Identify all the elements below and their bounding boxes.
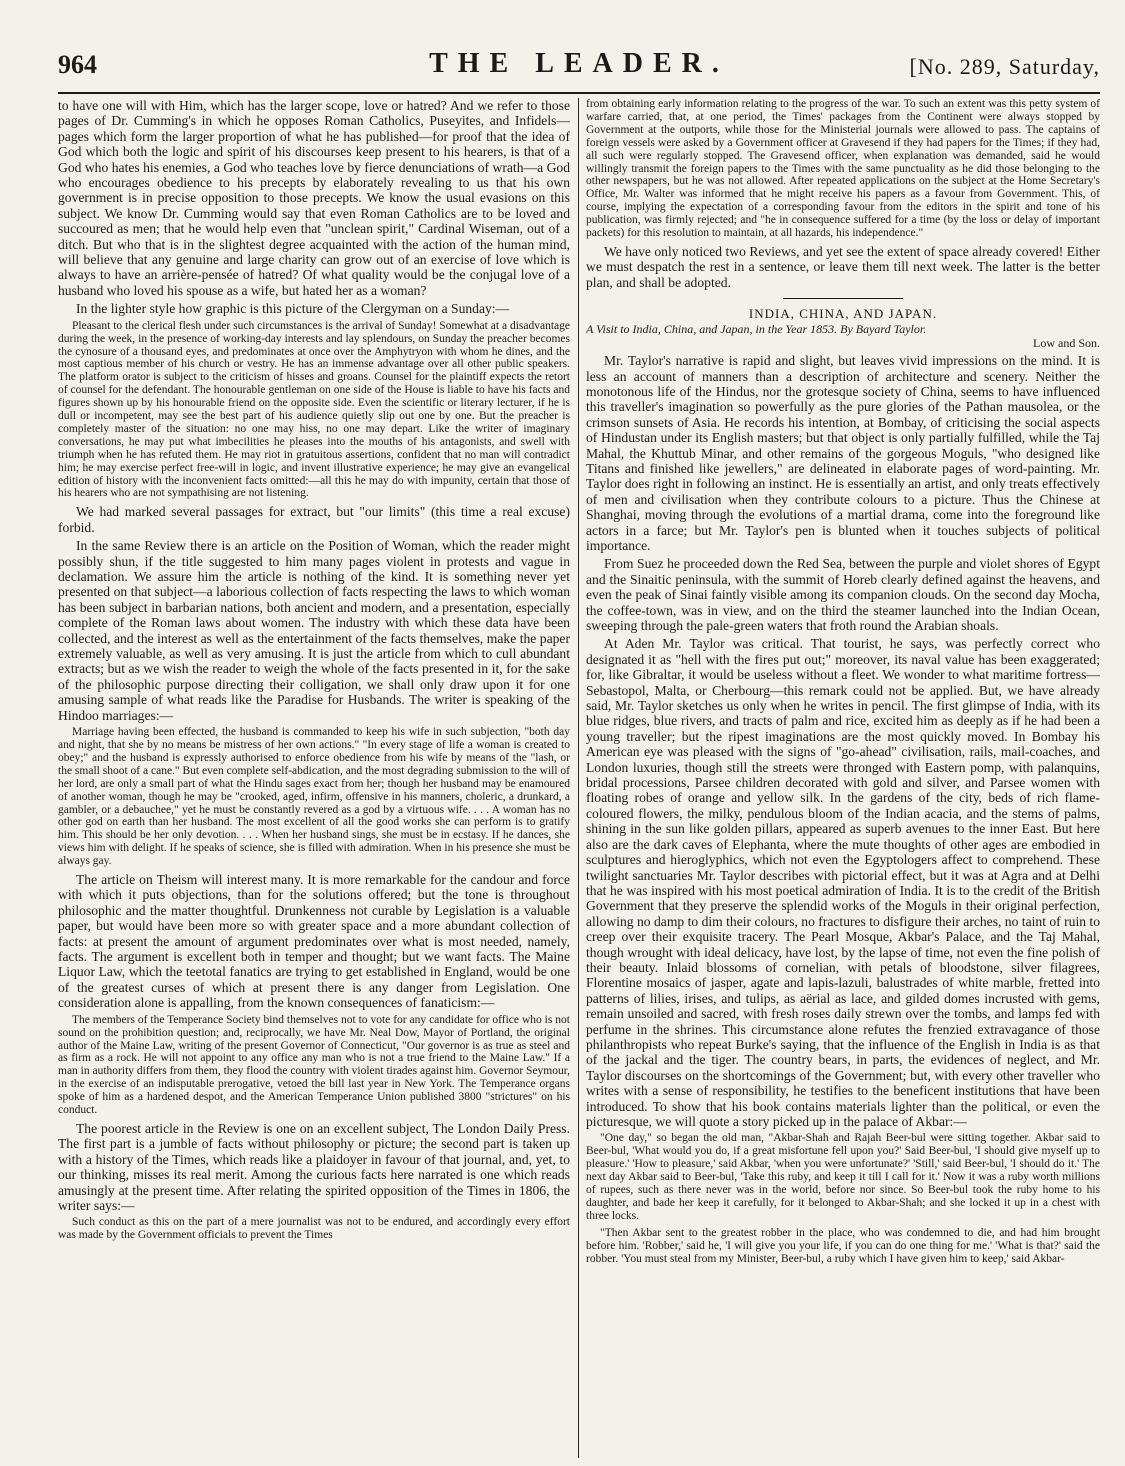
publication-title: THE LEADER.: [429, 48, 729, 79]
quoted-extract: The members of the Temperance Society bind themselves not to vote for any candidate for office who is not sound on the prohibition question; and, reciprocally, we have Mr. Neal Dow, Mayor of Portland, the original author of the Maine Law, writing of the present Governor of Connecticut, "Our governor is as true as steel and as firm as a rock. He will not appoint to any office any man who is not a true friend to the Maine Law." If a man in authority differs from them, they flood the country with violent tirades against him. Governor Seymour, in the exercise of an indisputable prerogative, vetoed the bill last year in New York. The Temperance organs spoke of him as a hardened despot, and the American Temperance Union published 3800 "strictures" on his conduct.: [58, 1013, 570, 1117]
section-divider: [783, 298, 903, 299]
paragraph: At Aden Mr. Taylor was critical. That tourist, he says, was perfectly correct who designated it as "hell with the fires put out;" moreover, its naval value has been exaggerated; for, like Gibraltar, it would be useless without a fleet. We wonder to what maritime fortress—Sebastopol, Malta, or Cherbourg—this remark could not be applied. But, we have already said, Mr. Taylor sketches us only when he writes in pencil. The first glimpse of India, with its blue ridges, blue rivers, and tracts of palm and rice, excited him as deeply as if he had been a young traveller; but the ripest imaginations are the most quickly moved. In Bombay his American eye was pleased with the signs of "go-ahead" civilisation, rails, mail-coaches, and London luxuries, though still the streets were thronged with Eastern pomp, with palanquins, bridal processions, Parsee children decorated with gold and silver, and Parsee women with floating robes of orange and yellow silk. In the gardens of the city, beds of rich flame-coloured flowers, the milky, pendulous bloom of the Indian acacia, and the stems of palms, shining in the sun like golden pillars, appeared as superb avenues to the inner East. But here also are the dark caves of Elephanta, where the mute thoughts of other ages are embodied in sculptures and hieroglyphics, which not even the Egyptologers affect to comprehend. These twilight sanctuaries Mr. Taylor describes with pictorial effect, but it was at Agra and at Delhi that he was inspired with his most poetical admiration of India. It is to the credit of the British Government that they preserve the splendid works of the Moguls in their original perfection, allowing no damp to dim their colours, no fractures to disfigure their arches, no taint of ruin to creep over their exquisite tracery. The Pearl Mosque, Akbar's Palace, and the Taj Mahal, though wrought with ideal delicacy, have lost, by the lapse of time, not even the fine polish of their beauty. Inlaid blossoms of cornelian, with petals of bloodstone, silver filagrees, Florentine mosaics of jasper, agate and lapis-lazuli, balustrades of white marble, fretted into patterns of lilies, irises, and tulips, as aërial as lace, and gilded domes incrusted with gems, remain unsoiled and sacred, with fresh roses daily strewn over the tombs, and lamps fed with perfume in the shrines. This circumstance alone refutes the frenzied extravagance of those philanthropists who repeat Burke's saying, that the influence of the English in India is as that of the jackal and the tiger. The country bears, in parts, the evidences of neglect, and Mr. Taylor discourses on the shortcomings of the Government; but, with every other traveller who writes with a sense of responsibility, he testifies to the beneficent institutions that have been introduced. To show that his book contains materials lighter than the political, or even the picturesque, we will quote a story picked up in the palace of Akbar:—: [586, 636, 1100, 1129]
paragraph: Mr. Taylor's narrative is rapid and slight, but leaves vivid impressions on the mind. It is less an account of manners than a description of architecture and scenery. Neither the monotonous life of the Hindus, nor the grotesque society of China, seems to have influenced this traveller's imagination so powerfully as the pure glories of the Pathan mausolea, or the crimson sunsets of Asia. He records his intention, at Bombay, of criticising the social aspects of Hindustan under its English masters; but that object is only partially fulfilled, while the Taj Mahal, the Khuttub Minar, and other remains of the gorgeous Moguls, "who designed like Titans and finished like jewellers," are delineated in elaborate pages of word-painting. Mr. Taylor does right in following an instinct. He is essentially an artist, and only treats effectively of men and civilisation when they contribute colours to a picture. Thus the Chinese at Shanghai, moving through the evolutions of a martial drama, come into the foreground like actors in a farce; but Mr. Taylor's pen is blunted when it touches subjects of political importance.: [586, 353, 1100, 553]
quoted-extract: "Then Akbar sent to the greatest robber in the place, who was condemned to die, and had him brought before him. 'Robber,' said he, 'I will give you your life, if you can do one thing for me.' 'What is that?' said the robber. 'You must steal from my Minister, Beer-bul, a ruby which I have given him to keep,' said Akbar-: [586, 1226, 1100, 1265]
masthead: [58, 44, 1100, 94]
issue-info: [No. 289, Saturday,: [909, 54, 1100, 79]
paragraph: We had marked several passages for extract, but "our limits" (this time a real excuse) forbid.: [58, 504, 570, 535]
right-column: [586, 98, 1100, 1458]
quoted-extract: from obtaining early information relating to the progress of the war. To such an extent was this petty system of warfare carried, that, at one period, the Times' packages from the Continent were always stopped by Government at the outports, while those for the Ministerial journals were allowed to pass. The captains of foreign vessels were asked by a Government officer at Gravesend if they had papers for the Times; if they had, all such were regularly stopped. The Gravesend officer, when explanation was demanded, said he would willingly transmit the foreign papers to the Times with the same punctuality as he did those belonging to the other newspapers, but he was not allowed. After repeated applications on the subject at the Home Secretary's Office, Mr. Walter was informed that he might receive his papers as a favour from Government. This, of course, implying the expectation of a corresponding favour from the editors in the spirit and tone of his publication, was firmly rejected; and "he in consequence suffered for a time (by the loss or delay of important packets) for this resolution to maintain, at all hazards, his independence.": [586, 98, 1100, 240]
article-heading: INDIA, CHINA, AND JAPAN.: [748, 306, 938, 322]
column-divider: [578, 98, 579, 1458]
paragraph: The poorest article in the Review is one on an excellent subject, The London Daily Press. The first part is a jumble of facts without philosophy or picture; the second part is taken up with a history of the Times, which reads like a plaidoyer in favour of that journal, and, yet, to our thinking, misses its real merit. Among the curious facts here narrated is one which reads amusingly at the present time. After relating the spirited opposition of the Times in 1806, the writer says:—: [58, 1120, 570, 1213]
left-column: [58, 98, 570, 1458]
paragraph: From Suez he proceeded down the Red Sea, between the purple and violet shores of Egypt and the Sinaitic peninsula, with the summit of Horeb clearly defined against the heavens, and even the peak of Sinai faintly visible among its companion clouds. On the second day Mocha, the coffee-town, was in view, and on the third the steamer launched into the Indian Ocean, sweeping through the pale-green waters that froth round the Arabian shoals.: [586, 556, 1100, 633]
quoted-extract: Such conduct as this on the part of a mere journalist was not to be endured, and accordingly every effort was made by the Government officials to prevent the Times: [58, 1216, 570, 1242]
book-citation: A Visit to India, China, and Japan, in the Year 1853. By Bayard Taylor.: [586, 322, 927, 337]
quoted-extract: "One day," so began the old man, "Akbar-Shah and Rajah Beer-bul were sitting together. Akbar said to Beer-bul, 'What would you do, if a great misfortune fell upon you?' Said Beer-bul, 'I should give myself up to pleasure.' 'How to pleasure,' said Akbar, 'when you were unfortunate?' 'Still,' said Beer-bul, 'I should do it.' The next day Akbar said to Beer-bul, 'Take this ruby, and keep it till I call for it.' Now it was a ruby worth millions of rupees, such as there never was in the world, before nor since. So Beer-bul took the ruby home to his daughter, and bade her keep it carefully, for it belonged to Akbar-Shah; and she locked it up in a chest with three locks.: [586, 1132, 1100, 1222]
quoted-extract: Marriage having been effected, the husband is commanded to keep his wife in such subjection, "both day and night, that she by no means be mistress of her own actions." "In every stage of life a woman is created to obey;" and the husband is expressly authorised to enforce obedience from his wife by means of the "lash, or the small shoot of a cane." But even complete self-abdication, and the most degrading submission to the will of her lord, are only a small part of what the Hindu sages exact from her; though her husband may be enamoured of another woman, though he may be "crooked, aged, infirm, offensive in his manners, choleric, a drunkard, a gambler, or a debauchee," yet he must be constantly revered as a god by a virtuous wife. . . . A woman has no other god on earth than her husband. The most excellent of all the good works she can perform is to gratify him. This should be her only devotion. . . . When her husband sings, she must be in ecstasy. If he dances, she views him with delight. If he speaks of science, she is filled with admiration. When in his presence she must be always gay.: [58, 726, 570, 868]
paragraph: to have one will with Him, which has the larger scope, love or hatred? And we refer to those pages of Dr. Cumming's in which he opposes Roman Catholics, Puseyites, and Infidels—pages which form the larger proportion of what he has published—for proof that the idea of God which both the logic and spirit of his discourses keep present to his hearers, is that of a God who hates his enemies, a God who teaches love by fierce denunciations of wrath—a God who encourages obedience to his precepts by elaborately revealing to us that his own government is in precise opposition to those precepts. We know the usual evasions on this subject. We know Dr. Cumming would say that even Roman Catholics are to be loved and succoured as men; that he would help even that "unclean spirit," Cardinal Wiseman, out of a ditch. But who that is in the slightest degree acquainted with the action of the human mind, will believe that any genuine and large charity can grow out of an exercise of love which is always to have an arrière-pensée of hatred? Of what quality would be the conjugal love of a husband who loved his spouse as a wife, but hated her as a woman?: [58, 98, 570, 298]
publisher-name: Low and Son.: [1033, 335, 1100, 350]
paragraph: In the same Review there is an article on the Position of Woman, which the reader might possibly shun, if the title suggested to him many pages violent in protests and vague in declamation. We assure him the article is nothing of the kind. It is something never yet presented on that subject—a laborious collection of facts respecting the laws to which woman has been subject in barbarian nations, both ancient and modern, and a presentation, especially complete of the Roman laws about women. The industry with which these data have been collected, and the interest as well as the entertainment of the facts themselves, make the paper extremely valuable, as well as very amusing. It is just the article from which to cull abundant extracts; but as we wish the reader to weigh the whole of the facts presented in it, for the sake of the philosophic purpose directing their colligation, we shall only draw upon it for one amusing sample of what reads like the Paradise for Husbands. The writer is speaking of the Hindoo marriages:—: [58, 538, 570, 723]
quoted-extract: Pleasant to the clerical flesh under such circumstances is the arrival of Sunday! Somewhat at a disadvantage during the week, in the presence of working-day interests and lay splendours, on Sunday the preacher becomes the cynosure of a thousand eyes, and predominates at once over the Amphytryon with whom he dines, and the most captious member of his church or vestry. He has an immense advantage over all other public speakers. The platform orator is subject to the criticism of hisses and groans. Counsel for the plaintiff expects the retort of counsel for the defendant. The honourable gentleman on one side of the House is liable to have his facts and figures shown up by his honourable friend on the opposite side. Even the scientific or literary lecturer, if he is dull or incompetent, may see the best part of his audience quietly slip out one by one. But the preacher is completely master of the situation: no one may hiss, no one may depart. Like the writer of imaginary conversations, he may put what imbecilities he pleases into the mouths of his antagonists, and swell with triumph when he has refuted them. He may riot in gratuitous assertions, confident that no man will contradict him; he may exercise perfect free-will in logic, and invent illustrative experience; he may give an evangelical edition of history with the inconvenient facts omitted:—all this he may do with impunity, certain that those of his hearers who are not sympathising are not listening.: [58, 319, 570, 500]
page-number: 964: [58, 50, 97, 79]
paragraph: We have only noticed two Reviews, and yet see the extent of space already covered! Either we must despatch the rest in a sentence, or leave them till next week. The latter is the better plan, and shall be adopted.: [586, 243, 1100, 290]
paragraph: In the lighter style how graphic is this picture of the Clergyman on a Sunday:—: [76, 301, 510, 317]
paragraph: The article on Theism will interest many. It is more remarkable for the candour and force with which it puts objections, than for the solutions offered; but the tone is throughout philosophic and the matter thoughtful. Drunkenness not curable by Legislation is a valuable paper, but would have been more so with greater space and a more abundant collection of facts: at present the amount of argument predominates over what is most needed, namely, facts. The argument is excellent both in temper and thought; but we want facts. The Maine Liquor Law, which the teetotal fanatics are trying to get established in England, would be one of the greatest curses of which at present there is any danger from Legislation. One consideration alone is appalling, from the known consequences of fanaticism:—: [58, 872, 570, 1011]
